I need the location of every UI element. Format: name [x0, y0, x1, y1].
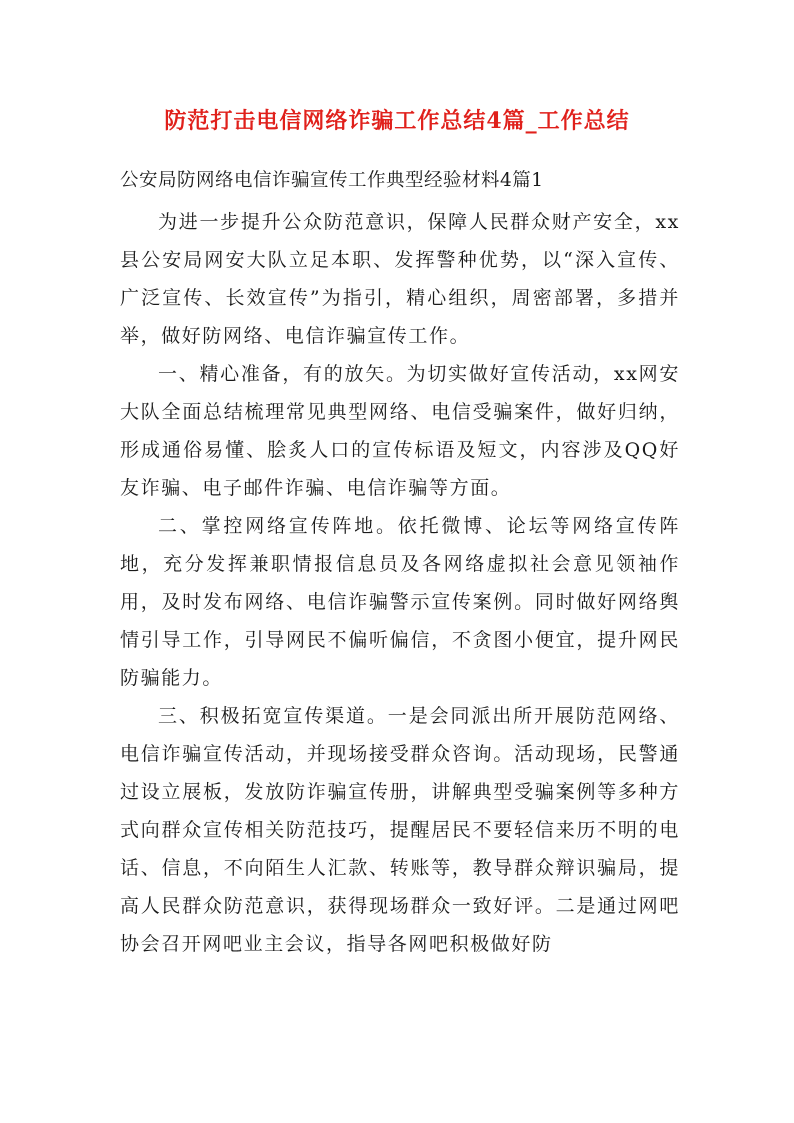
paragraph-section-1: 一、精心准备，有的放矢。为切实做好宣传活动，xx网安大队全面总结梳理常见典型网络、电信受骗案件，做好归纳，形成通俗易懂、脍炙人口的宣传标语及短文，内容涉及QQ好友诈骗、电子邮件诈骗、电信诈骗等方面。 — [120, 363, 680, 499]
document-title: 防范打击电信网络诈骗工作总结4篇_工作总结 — [164, 108, 630, 134]
paragraph-section-3: 三、积极拓宽宣传渠道。一是会同派出所开展防范网络、电信诈骗宣传活动，并现场接受群众咨询。活动现场，民警通过设立展板，发放防诈骗宣传册，讲解典型受骗案例等多种方式向群众宣传相关防范技巧，提醒居民不要轻信来历不明的电话、信息，不向陌生人汇款、转账等，教导群众辩识骗局，提高人民群众防范意识，获得现场群众一致好评。二是通过网吧协会召开网吧业主会议，指导各网吧积极做好防 — [120, 705, 680, 955]
document-subtitle: 公安局防网络电信诈骗宣传工作典型经验材料4篇1 — [120, 170, 544, 191]
paragraph-section-2: 二、掌控网络宣传阵地。依托微博、论坛等网络宣传阵地，充分发挥兼职情报信息员及各网络虚拟社会意见领袖作用，及时发布网络、电信诈骗警示宣传案例。同时做好网络舆情引导工作，引导网民不偏听偏信，不贪图小便宜，提升网民防骗能力。 — [120, 515, 680, 689]
document-body — [120, 203, 680, 963]
paragraph-intro: 为进一步提升公众防范意识，保障人民群众财产安全，xx县公安局网安大队立足本职、发挥警种优势，以“深入宣传、广泛宣传、长效宣传”为指引，精心组织，周密部署，多措并举，做好防网络、电信诈骗宣传工作。 — [120, 211, 680, 347]
